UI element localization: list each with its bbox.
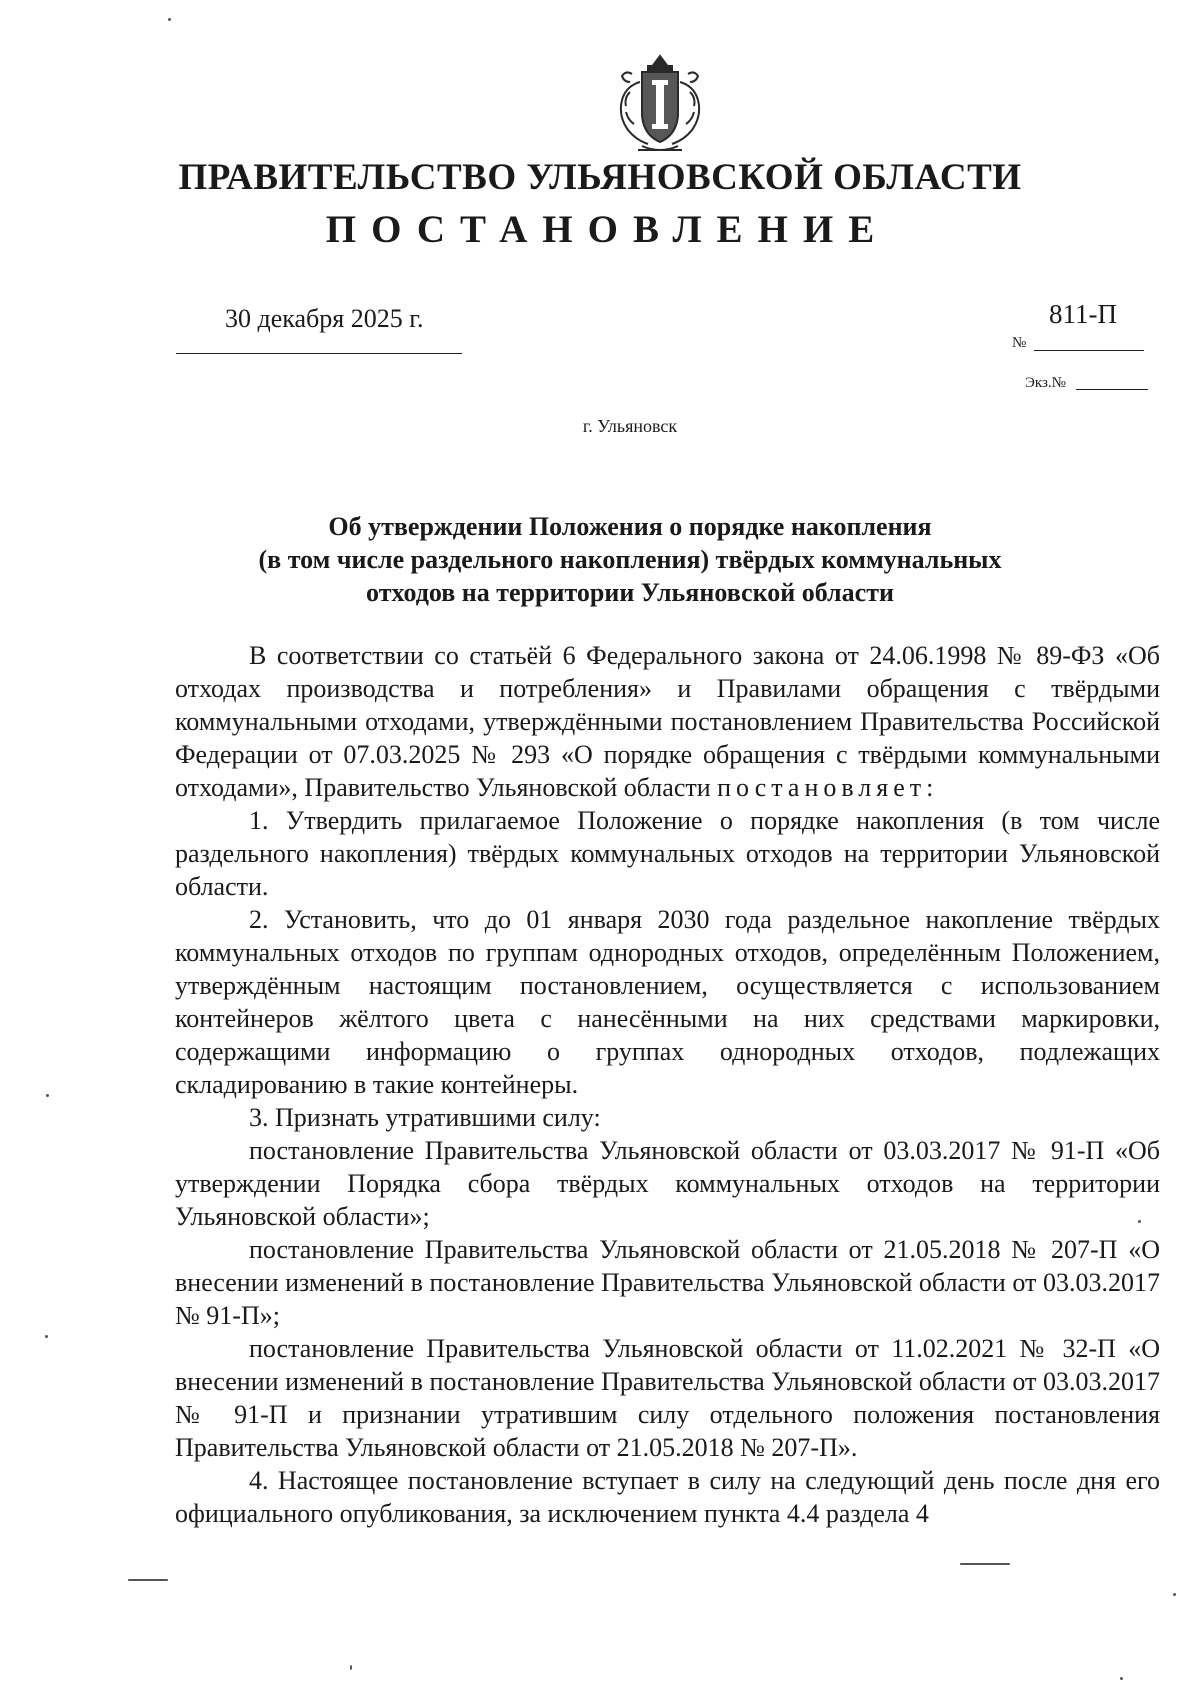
document-subject [190, 510, 1070, 609]
item-4-paragraph: 4. Настоящее постановление вступает в силу на следующий день после дня его официального опубликования, за исключением пункта 4.4 раздела 4 [175, 1466, 1160, 1528]
preamble-paragraph [175, 639, 1160, 804]
subject-line: (в том числе раздельного накопления) твёрдых коммунальных [258, 545, 1002, 574]
scan-speck [350, 1665, 352, 1670]
scan-speck [1173, 1593, 1176, 1596]
document-body [175, 639, 1160, 1530]
organization-title: ПРАВИТЕЛЬСТВО УЛЬЯНОВСКОЙ ОБЛАСТИ [178, 157, 1022, 198]
item-3-paragraph: 3. Признать утратившими силу: [249, 1103, 601, 1132]
scan-speck [960, 1563, 1010, 1565]
scan-speck [1138, 1220, 1141, 1223]
subject-line: Об утверждении Положения о порядке накопления [328, 512, 932, 541]
preamble-text: В соответствии со статьёй 6 Федерального закона от 24.06.1998 № 89-ФЗ «Об отходах производства и потребления» и Правилами обращения с твёрдыми коммунальными отходами, утверждёнными постановлением Правительства Российской Федерации от 07.03.2025 № 293 «О порядке обращения с твёрдыми коммунальными отходами», Правительство Ульяновской области [175, 641, 1160, 802]
scan-speck [168, 18, 171, 21]
copy-number-label: Экз.№ [1025, 375, 1066, 391]
number-label: № [1012, 335, 1027, 351]
resolves-word: постановляет: [717, 773, 939, 802]
city: г. Ульяновск [582, 416, 678, 436]
document-number: 811-П [1049, 299, 1117, 329]
scan-speck [45, 1335, 48, 1338]
coat-of-arms-emblem [612, 52, 708, 156]
document-date: 30 декабря 2025 г. [225, 304, 424, 333]
item-3-repealed-act-2: постановление Правительства Ульяновской области от 21.05.2018 № 207-П «О внесении изменений в постановление Правительства Ульяновской области от 03.03.2017 № 91-П»; [175, 1235, 1160, 1330]
scan-speck [46, 1094, 49, 1097]
scan-speck [128, 1579, 168, 1581]
date-underline [176, 353, 462, 354]
copy-number-underline [1076, 389, 1148, 390]
document-type-heading: ПОСТАНОВЛЕНИЕ [325, 208, 890, 251]
scan-speck [1120, 1677, 1123, 1680]
item-3-repealed-act-1: постановление Правительства Ульяновской области от 03.03.2017 № 91-П «Об утверждении Порядка сбора твёрдых коммунальных отходов на территории Ульяновской области»; [175, 1136, 1160, 1231]
subject-line: отходов на территории Ульяновской области [366, 578, 894, 607]
number-underline [1034, 350, 1144, 351]
item-2-paragraph: 2. Установить, что до 01 января 2030 года раздельное накопление твёрдых коммунальных отходов по группам однородных отходов, определённым Положением, утверждённым настоящим постановлением, осуществляется с использованием контейнеров жёлтого цвета с нанесёнными на них средствами маркировки, содержащими информацию о группах однородных отходов, подлежащих складированию в такие контейнеры. [175, 905, 1160, 1099]
item-3-repealed-act-3: постановление Правительства Ульяновской области от 11.02.2021 № 32-П «О внесении изменений в постановление Правительства Ульяновской области от 03.03.2017 № 91-П и признании утратившим силу отдельного положения постановления Правительства Ульяновской области от 21.05.2018 № 207-П». [175, 1334, 1160, 1462]
item-1-paragraph: 1. Утвердить прилагаемое Положение о порядке накопления (в том числе раздельного накопления) твёрдых коммунальных отходов на территории Ульяновской области. [175, 806, 1160, 901]
